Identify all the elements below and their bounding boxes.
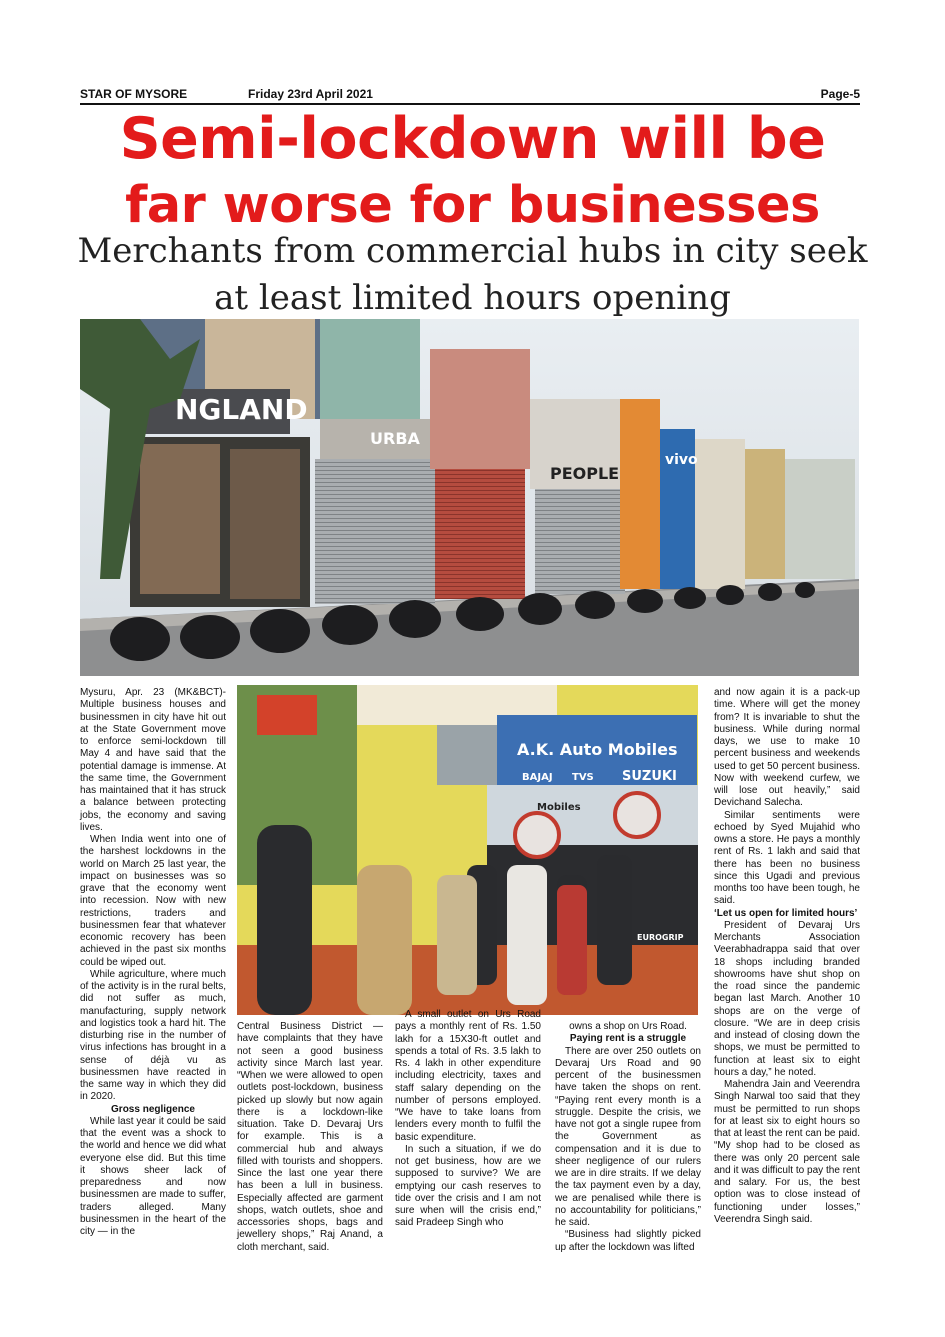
sign-eurogrip: EUROGRIP: [637, 933, 684, 942]
sign-people: PEOPLE: [550, 464, 620, 483]
paragraph: “Business had slightly picked up after the lockdown was lifted: [555, 1229, 701, 1253]
subheading-paying-rent: Paying rent is a struggle: [569, 1033, 687, 1045]
sign-bajaj: BAJAJ: [522, 772, 553, 783]
paragraph: President of Devaraj Urs Merchants Association Veerabhadrappa said that over 18 shops including branded showrooms have shut shop on the road since the pandemic began last March. Another 10 shops are on the verge of closure. “We are in deep crisis and instead of closing down the shops, we must be permitted to function at least six to eight hours a day,” he noted.: [714, 919, 860, 1078]
paragraph: A small outlet on Urs Road pays a monthly rent of Rs. 1.50 lakh for a 15X30-ft outlet and spends a total of Rs. 3.5 lakh to Rs. 4 lakh in other expenditure including electricity, taxes and staff salary depending on the number of persons employed. “We have to take loans from lenders every month to fulfil the basic expenditure.: [395, 1009, 541, 1143]
article-column-3: [395, 1009, 541, 1230]
article-column-2: [237, 1021, 383, 1254]
masthead-rule: [80, 103, 860, 105]
deck-line-1: Merchants from commercial hubs in city seek: [77, 231, 868, 271]
sign-tvs: TVS: [572, 772, 594, 783]
article-column-5: [714, 687, 860, 1226]
article-column-4: [555, 1021, 701, 1254]
sign-ak-auto-mobiles: A.K. Auto Mobiles: [517, 740, 678, 759]
headline-line-2: far worse for businesses: [125, 176, 820, 235]
paragraph: and now again it is a pack-up time. Where will get the money from? It is invariable to shut the business. While during normal days, we use to make 10 percent business and weekends used to get 50 percent business. Now with weekend curfew, we will lose out heavily,” said Devichand Salecha.: [714, 687, 860, 809]
page-number: Page-5: [820, 87, 860, 101]
paragraph: Central Business District — have complaints that they have not seen a good business activity since March last year. “When we were allowed to open outlets post-lockdown, business picked up slowly but now again there is a lockdown-like situation. Take D. Devaraj Urs for example. This is a commercial hub and always filled with tourists and shoppers. Since the last one year there has been a lull in business. Especially affected are garment shops, watch outlets, shoe and accessories shops, bags and jewellery shops,” Raj Anand, a cloth merchant, said.: [237, 1021, 383, 1253]
shop-inspection-photo: [237, 685, 698, 1015]
subheading-limited-hours: ‘Let us open for limited hours’: [714, 907, 858, 919]
publication-name: STAR OF MYSORE: [80, 87, 188, 101]
paragraph: Similar sentiments were echoed by Syed Mujahid who owns a store. He pays a monthly rent of Rs. 1 lakh and said that there has been no business since this Ugadi and previous months too have been tough, he said.: [714, 809, 860, 907]
paragraph: When India went into one of the harshest lockdowns in the world on March 25 last year, the impact on businesses was so grave that the economy went into recession. Now with new restrictions, traders and businessmen fear that whatever economic recovery has been achieved in the past six months could be wiped out.: [80, 834, 226, 968]
subheading-gross-negligence: Gross negligence: [111, 1103, 195, 1115]
paragraph: There are over 250 outlets on Devaraj Urs Road and 90 percent of the businessmen have taken the shops on rent. “Paying rent every month is a struggle. Despite the crisis, we have not got a single rupee from the Government as compensation and it is due to sheer negligence of our rulers we are in dire straits. If we delay the tax payment even by a day, we are penalised while there is no accountability for politicians,” he said.: [555, 1045, 701, 1228]
paragraph: Mahendra Jain and Veerendra Singh Narwal too said that they must be permitted to run shops for at least six to eight hours so that at least the rent can be paid. “My shop had to be closed as there was only 20 percent sale and it was difficult to pay the rent and salary. For us, the best option was to close instead of functioning under losses,” Veerendra Singh said.: [714, 1079, 860, 1225]
deck-line-2: at least limited hours opening: [214, 278, 731, 318]
paragraph: While agriculture, where much of the activity is in the rural belts, did not suffer as much, manufacturing, supply network and logistics took a hard hit. The disturbing rise in the number of virus infections has brought in a sense of déjà vu as businessmen have reacted in the same way in which they did in 2020.: [80, 968, 226, 1103]
article-column-1: [80, 687, 226, 1238]
masthead: [80, 87, 860, 103]
sign-vivo: vivo: [665, 452, 698, 468]
sign-ngland: NGLAND: [175, 393, 308, 426]
issue-date: Friday 23rd April 2021: [248, 87, 373, 101]
paragraph: In such a situation, if we do not get business, how are we supposed to survive? We are emptying our cash reserves to tide over the crisis and I am not sure when will the crisis end,” said Pradeep Singh who: [395, 1143, 541, 1229]
sign-urban: URBA: [370, 429, 420, 448]
sign-suzuki: SUZUKI: [622, 769, 677, 784]
headline-line-1: Semi-lockdown will be: [119, 106, 826, 172]
paragraph: While last year it could be said that the event was a shock to the world and hence we did what everyone else did. But this time it shows sheer lack of preparedness and now businessmen are made to suffer, traders alleged. Many businessmen in the heart of the city — in the: [80, 1115, 226, 1237]
paragraph: owns a shop on Urs Road.: [569, 1021, 687, 1032]
paragraph: Mysuru, Apr. 23 (MK&BCT)- Multiple business houses and businessmen in city have hit out at the State Government move to enforce semi-lockdown till May 4 and have said that the potential damage is immense. At the same time, the Government has maintained that it has struck a balance between protecting jobs, the economy and saving lives.: [80, 687, 226, 833]
street-photo: [80, 319, 859, 676]
sign-mobiles: Mobiles: [537, 802, 581, 813]
